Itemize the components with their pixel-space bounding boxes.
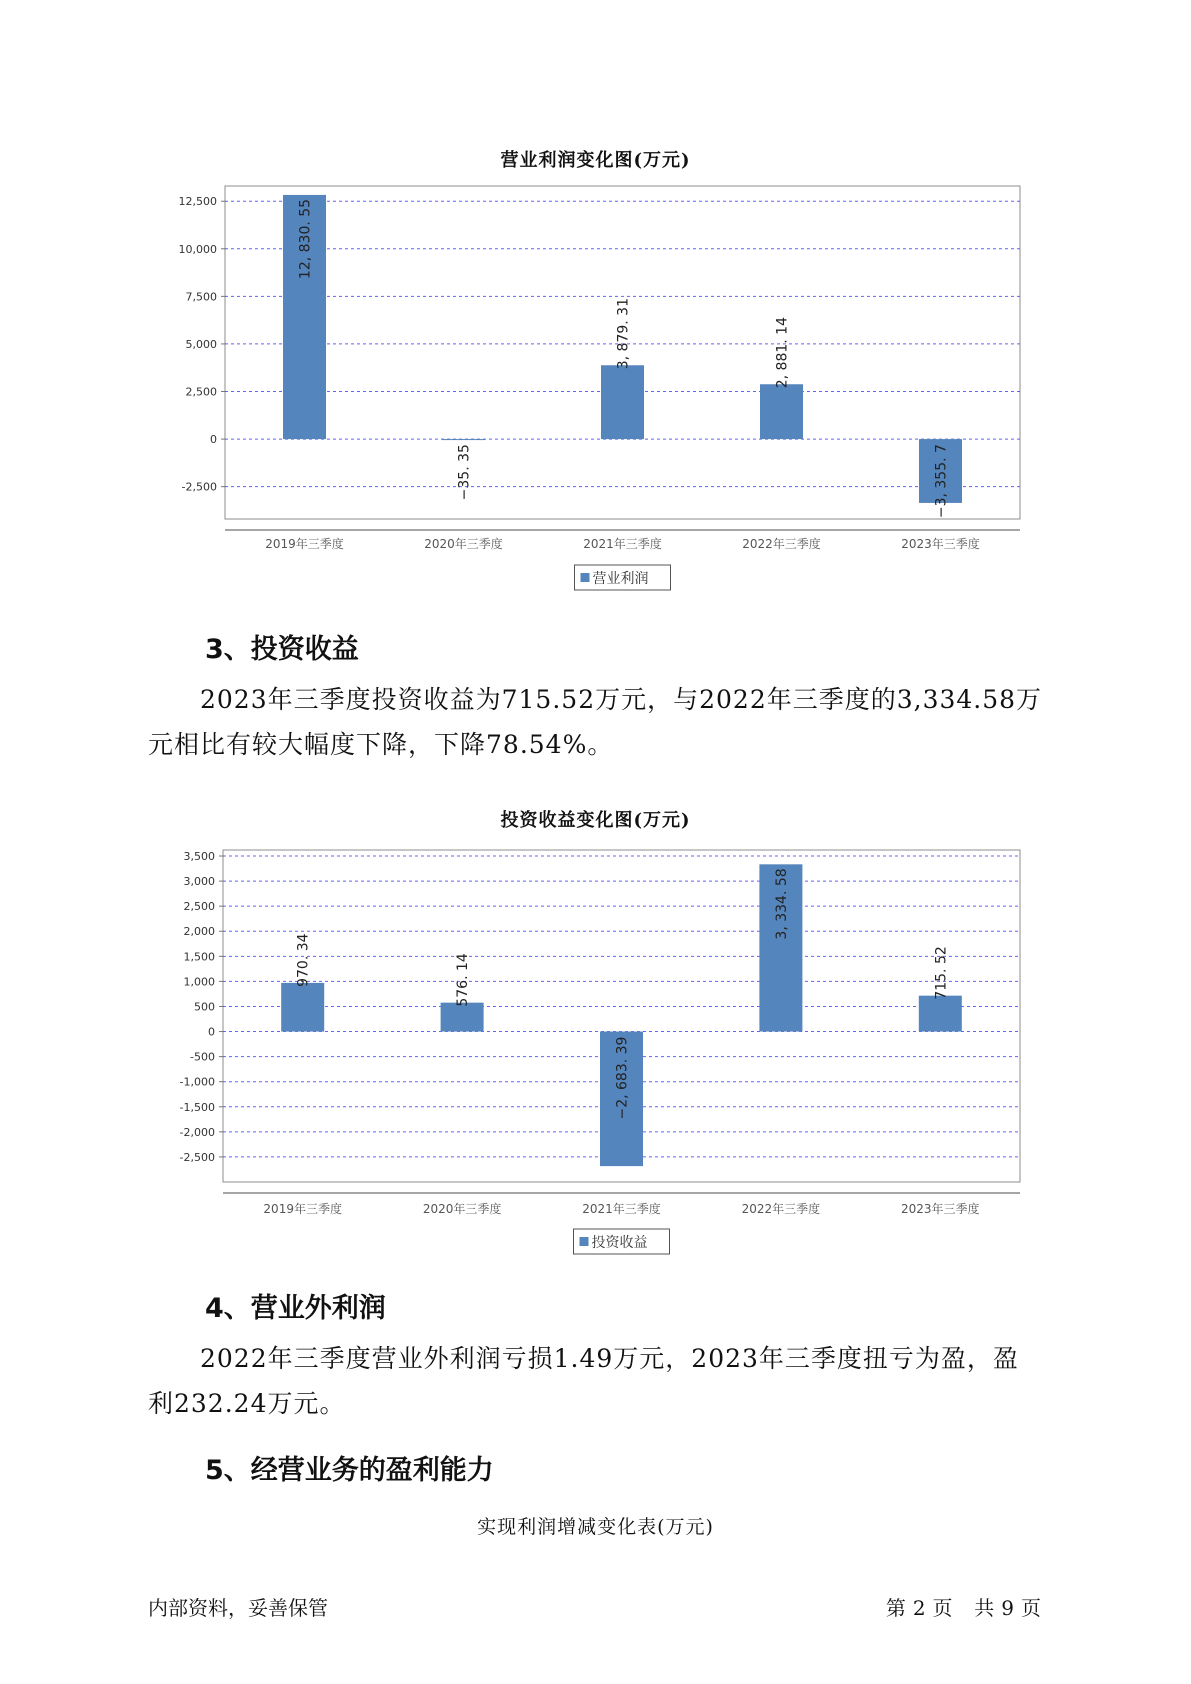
table-caption: 实现利润增减变化表(万元) <box>477 1516 714 1538</box>
chart-title-investment-income: 投资收益变化图(万元) <box>500 810 691 831</box>
paragraph-line: 利232.24万元。 <box>148 1389 346 1418</box>
paragraph-line: 2023年三季度投资收益为715.52万元，与2022年三季度的3,334.58万 <box>200 685 1043 714</box>
section-heading-investment-income: 3、投资收益 <box>205 634 359 665</box>
legend-label: 营业利润 <box>592 571 649 587</box>
y-tick-label: 2,000 <box>183 925 215 939</box>
y-tick-label: 12,500 <box>178 195 217 209</box>
data-label: −3, 355. 7 <box>933 444 950 519</box>
paragraph-line: 元相比有较大幅度下降，下降78.54%。 <box>148 730 614 759</box>
y-tick-label: 1,000 <box>183 975 215 989</box>
y-tick-label: -1,000 <box>179 1075 215 1089</box>
y-tick-label: 2,500 <box>183 900 215 914</box>
legend-label: 投资收益 <box>591 1235 648 1251</box>
paragraph-line: 2022年三季度营业外利润亏损1.49万元，2023年三季度扭亏为盈，盈 <box>200 1344 1019 1373</box>
data-label: 715. 52 <box>933 946 950 1000</box>
x-tick-label: 2019年三季度 <box>263 1202 342 1216</box>
x-tick-label: 2020年三季度 <box>422 1202 502 1216</box>
data-label: 3, 879. 31 <box>615 298 632 370</box>
y-tick-label: 5,000 <box>185 337 217 351</box>
x-tick-label: 2021年三季度 <box>583 537 662 551</box>
data-label: 576. 14 <box>455 953 472 1007</box>
x-tick-label: 2019年三季度 <box>265 537 344 551</box>
data-label: 970. 34 <box>295 933 312 987</box>
data-label: −35. 35 <box>456 444 473 501</box>
chart-title-operating-profit: 营业利润变化图(万元) <box>500 150 691 171</box>
paragraph-non-operating-profit <box>148 1336 1048 1426</box>
x-tick-label: 2023年三季度 <box>901 537 980 551</box>
data-label: 3, 334. 58 <box>773 868 790 940</box>
section-heading-profitability: 5、经营业务的盈利能力 <box>205 1455 494 1486</box>
y-tick-label: -500 <box>190 1050 215 1064</box>
x-tick-label: 2020年三季度 <box>424 537 503 551</box>
y-tick-label: 2,500 <box>185 385 217 399</box>
y-tick-label: 7,500 <box>185 290 217 304</box>
x-tick-label: 2023年三季度 <box>901 1202 980 1216</box>
y-tick-label: 1,500 <box>183 950 215 964</box>
y-tick-label: 10,000 <box>178 242 217 256</box>
bar <box>281 983 324 1032</box>
footer-confidential-note: 内部资料，妥善保管 <box>148 1596 328 1620</box>
y-tick-label: 500 <box>194 1000 215 1014</box>
y-tick-label: 0 <box>210 433 217 447</box>
x-tick-label: 2021年三季度 <box>582 1202 661 1216</box>
y-tick-label: 3,500 <box>183 850 215 864</box>
section-heading-non-operating-profit: 4、营业外利润 <box>205 1293 386 1324</box>
data-label: 12, 830. 55 <box>297 198 314 280</box>
x-tick-label: 2022年三季度 <box>741 1202 821 1216</box>
data-label: −2, 683. 39 <box>614 1036 631 1120</box>
y-tick-label: 0 <box>208 1025 215 1039</box>
footer-page-number: 第 2 页 共 9 页 <box>885 1596 1042 1620</box>
y-tick-label: -2,000 <box>179 1125 215 1139</box>
legend-swatch <box>580 1237 589 1246</box>
bar <box>919 996 962 1032</box>
y-tick-label: 3,000 <box>183 875 215 889</box>
y-tick-label: -2,500 <box>179 1150 215 1164</box>
data-label: 2, 881. 14 <box>774 317 791 389</box>
x-tick-label: 2022年三季度 <box>742 537 821 551</box>
y-tick-label: -1,500 <box>179 1100 215 1114</box>
y-tick-label: -2,500 <box>181 480 217 494</box>
